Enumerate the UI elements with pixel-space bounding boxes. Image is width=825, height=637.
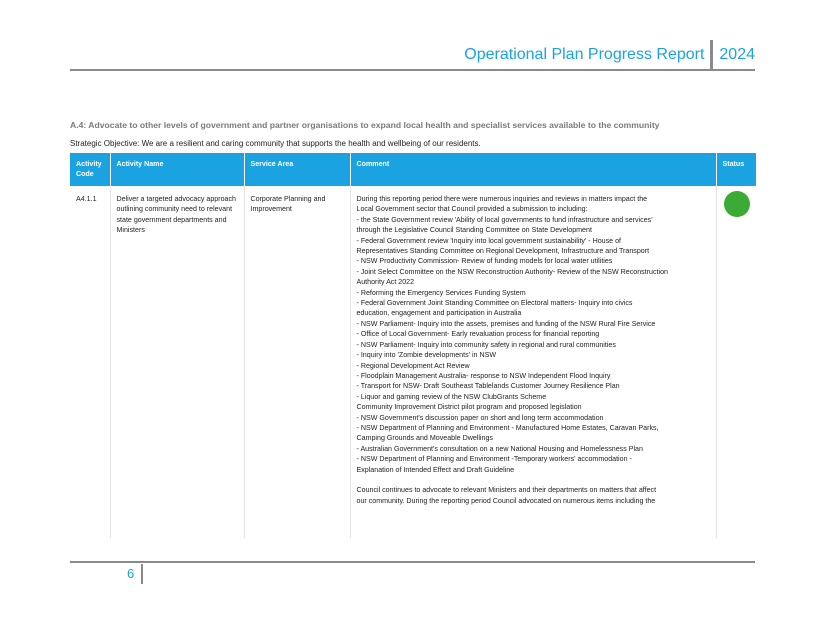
- header-divider: [710, 40, 713, 70]
- comment-line: - Federal Government Joint Standing Committee on Electoral matters- Inquiry into civics: [356, 299, 633, 308]
- report-year: 2024: [719, 46, 755, 63]
- header-service-area: Service Area: [244, 153, 350, 186]
- comment-line: [357, 475, 711, 485]
- comment-line: - Federal Government review 'Inquiry into local government sustainability' - House of: [356, 236, 622, 245]
- footer-rule: [70, 561, 755, 563]
- comment-line: - NSW Department of Planning and Environment -Temporary workers' accommodation -: [356, 455, 632, 464]
- activity-comment: [350, 186, 716, 538]
- section-heading: A.4: Advocate to other levels of government and partner organisations to expand local health and specialist services available to the community: [70, 120, 660, 130]
- strategic-objective: Strategic Objective: We are a resilient and caring community that supports the health and wellbeing of our residents.: [70, 139, 481, 148]
- comment-line: - Transport for NSW- Draft Southeast Tablelands Customer Journey Resilience Plan: [356, 382, 620, 391]
- comment-line: - NSW Parliament- Inquiry into the assets, premises and funding of the NSW Rural Fire Service: [356, 319, 656, 328]
- activity-code: A4.1.1: [70, 186, 110, 538]
- report-title: Operational Plan Progress Report: [464, 46, 705, 63]
- comment-line: - Inquiry into 'Zombie developments' in NSW: [356, 351, 497, 360]
- table-row: [70, 186, 756, 538]
- comment-line: - NSW Parliament- Inquiry into community safety in regional and rural communities: [356, 340, 616, 349]
- page-number: 6: [127, 566, 135, 581]
- table-header-row: [70, 153, 756, 186]
- activity-name: Deliver a targeted advocacy approach outlining community need to relevant state government departments and Ministers: [110, 186, 244, 538]
- progress-table: [70, 153, 756, 538]
- comment-line: Authority Act 2022: [356, 278, 415, 287]
- header-status: Status: [716, 153, 756, 186]
- header-comment: Comment: [350, 153, 716, 186]
- comment-line: - Regional Development Act Review: [356, 361, 470, 370]
- service-area: Corporate Planning and Improvement: [244, 186, 350, 538]
- comment-line: - the State Government review 'Ability of local governments to fund infrastructure and services': [356, 215, 653, 224]
- header-activity-code: Activity Code: [70, 153, 110, 186]
- header-activity-name: Activity Name: [110, 153, 244, 186]
- status-cell: [716, 186, 756, 538]
- comment-line: During this reporting period there were numerous inquiries and reviews in matters impact the: [356, 195, 648, 203]
- comment-line: - Office of Local Government- Early revaluation process for financial reporting: [356, 330, 600, 339]
- comment-line: - Liquor and gaming review of the NSW ClubGrants Scheme: [356, 392, 547, 401]
- comment-line: through the Legislative Council Standing Committee on State Development: [356, 226, 592, 235]
- comment-line: - Reforming the Emergency Services Funding System: [356, 288, 526, 297]
- comment-line: - NSW Government's discussion paper on short and long term accommodation: [356, 413, 604, 422]
- comment-line: our community. During the reporting period Council advocated on numerous items including the: [356, 496, 656, 505]
- comment-line: Local Government sector that Council provided a submission to including:: [356, 205, 588, 214]
- comment-line: - NSW Department of Planning and Environment - Manufactured Home Estates, Caravan Parks,: [356, 423, 659, 432]
- comment-line: Explanation of Intended Effect and Draft Guideline: [356, 465, 515, 474]
- footer-divider: [141, 564, 143, 584]
- comment-line: Community Improvement District pilot program and proposed legislation: [356, 403, 582, 412]
- comment-line: - Australian Government's consultation on a new National Housing and Homelessness Plan: [356, 444, 643, 453]
- status-indicator: [724, 191, 750, 217]
- comment-line: Council continues to advocate to relevant Ministers and their departments on matters that affect: [356, 486, 657, 495]
- report-header: [464, 40, 755, 70]
- comment-line: Camping Grounds and Moveable Dwellings: [356, 434, 493, 443]
- comment-line: - Joint Select Committee on the NSW Reconstruction Authority- Review of the NSW Reconstruction: [356, 267, 668, 276]
- comment-line: Representatives Standing Committee on Regional Development, Infrastructure and Transport: [356, 247, 650, 256]
- comment-line: education, engagement and participation in Australia: [356, 309, 522, 318]
- comment-line: - NSW Productivity Commission- Review of funding models for local water utilities: [356, 257, 613, 266]
- header-rule: [70, 69, 755, 71]
- comment-line: - Floodplain Management Australia- response to NSW Independent Flood Inquiry: [356, 371, 611, 380]
